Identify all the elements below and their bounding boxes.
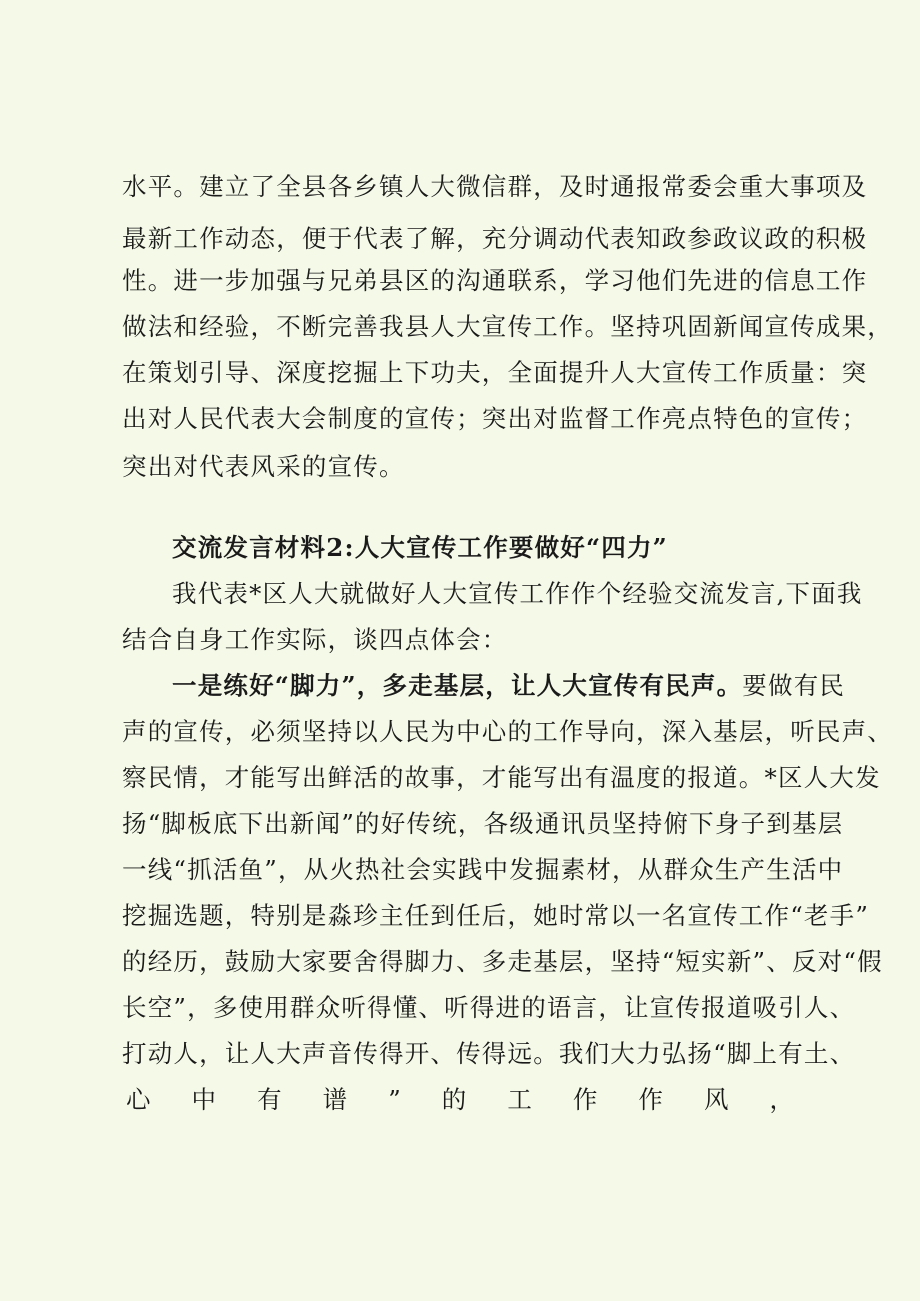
section-heading: 交流发言材料2:人大宣传工作要做好“四力”: [172, 533, 668, 562]
paragraph-lead: 一是练好“脚力”，多走基层，让人大宣传有民声。: [172, 671, 743, 700]
char: 作: [638, 1085, 663, 1114]
text-line-justified: [126, 1083, 794, 1117]
text-line: 最新工作动态，便于代表了解，充分调动代表知政参政议政的积极: [122, 224, 868, 253]
text-line: 挖掘选题，特别是淼珍主任到任后，她时常以一名宣传工作“老手”: [122, 901, 870, 930]
text-line: 的经历，鼓励大家要舍得脚力、多走基层，坚持“短实新”、反对“假: [122, 947, 883, 976]
char: 作: [572, 1085, 598, 1114]
text-line: 声的宣传，必须坚持以人民为中心的工作导向，深入基层，听民声、: [122, 717, 893, 746]
text-line: 结合自身工作实际，谈四点体会：: [122, 625, 508, 654]
char: 中: [191, 1085, 217, 1114]
char: 工: [507, 1085, 532, 1114]
text-line: [172, 669, 846, 703]
text-line: 长空”，多使用群众听得懂、听得进的语言，让宣传报道吸引人、: [122, 993, 856, 1022]
paragraph-lead-rest: 要做有民: [742, 671, 846, 700]
text-line: 水平。建立了全县各乡镇人大微信群，及时通报常委会重大事项及: [122, 172, 868, 201]
text-line: 在策划引导、深度挖掘上下功夫，全面提升人大宣传工作质量：突: [122, 358, 868, 387]
text-line: 做法和经验，不断完善我县人大宣传工作。坚持巩固新闻宣传成果，: [122, 312, 893, 341]
char: 风: [703, 1085, 729, 1114]
char: 的: [441, 1085, 467, 1114]
text-line: 打动人，让人大声音传得开、传得远。我们大力弘扬“脚上有土、: [122, 1039, 856, 1068]
text-line: 察民情，才能写出鲜活的故事，才能写出有温度的报道。*区人大发: [122, 763, 881, 792]
char: ”: [388, 1085, 401, 1114]
text-line: 性。进一步加强与兄弟县区的沟通联系，学习他们先进的信息工作: [122, 266, 868, 295]
text-line: 扬“脚板底下出新闻”的好传统，各级通讯员坚持俯下身子到基层: [122, 809, 844, 838]
char: 心: [126, 1085, 151, 1114]
text-line: 突出对代表风采的宣传。: [122, 452, 405, 481]
char: 谱: [322, 1085, 348, 1114]
text-line: 我代表*区人大就做好人大宣传工作作个经验交流发言,下面我: [172, 579, 863, 608]
text-line: 一线“抓活鱼”，从火热社会实践中发掘素材，从群众生产生活中: [122, 855, 844, 884]
text-line: 出对人民代表大会制度的宣传；突出对监督工作亮点特色的宣传；: [122, 404, 868, 433]
char: 有: [257, 1085, 282, 1114]
char: ，: [769, 1085, 794, 1114]
